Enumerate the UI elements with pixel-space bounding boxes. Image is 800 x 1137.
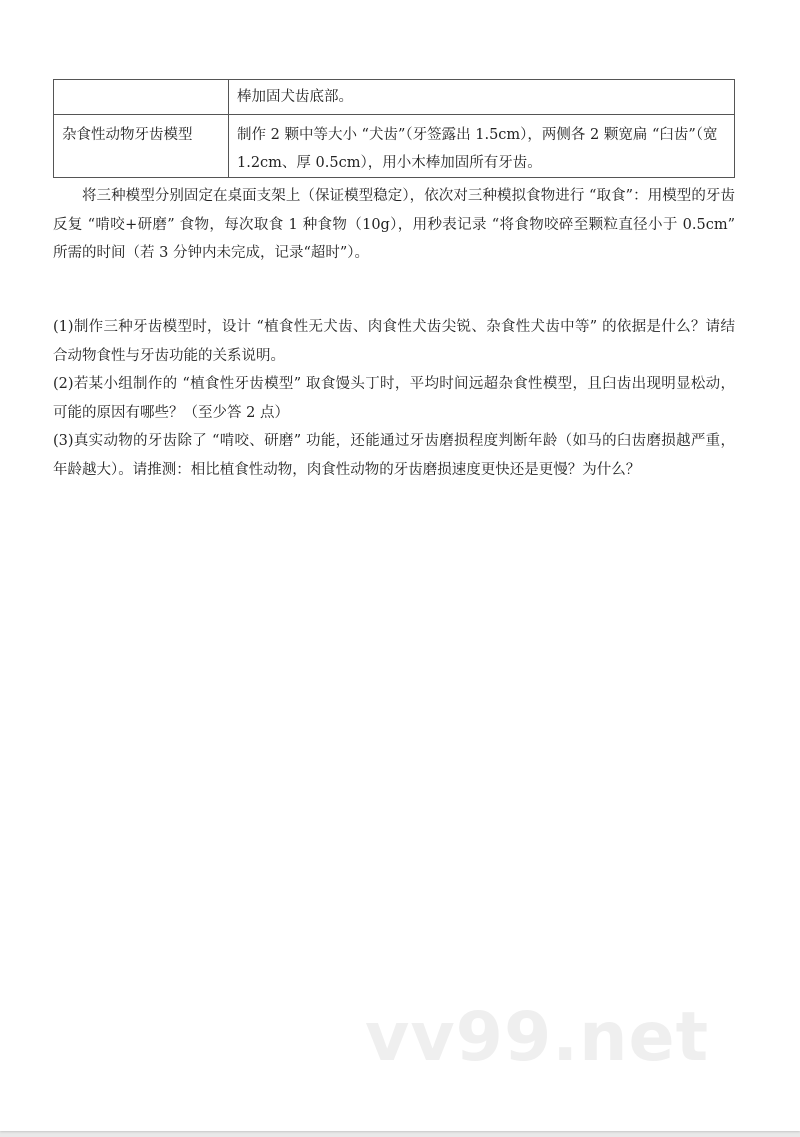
table-cell-label: 杂食性动物牙齿模型 (54, 115, 229, 178)
question-2: (2)若某小组制作的 “植食性牙齿模型” 取食馒头丁时，平均时间远超杂食性模型，且臼齿出现明显松动，可能的原因有哪些？（至少答 2 点） (53, 376, 735, 421)
table-cell-content: 制作 2 颗中等大小 “犬齿”（牙签露出 1.5cm），两侧各 2 颗宽扁 “臼齿”（宽 1.2cm、厚 0.5cm），用小木棒加固所有牙齿。 (229, 115, 735, 178)
experiment-table (53, 79, 735, 178)
question-list (53, 313, 735, 484)
question-1: (1)制作三种牙齿模型时，设计 “植食性无犬齿、肉食性犬齿尖锐、杂食性犬齿中等” 的依据是什么？请结合动物食性与牙齿功能的关系说明。 (53, 319, 735, 364)
question-3: (3)真实动物的牙齿除了 “啃咬、研磨” 功能，还能通过牙齿磨损程度判断年龄（如马的臼齿磨损越严重，年龄越大）。请推测：相比植食性动物，肉食性动物的牙齿磨损速度更快还是更慢？为什么？ (53, 433, 735, 478)
procedure-paragraph: 将三种模型分别固定在桌面支架上（保证模型稳定），依次对三种模拟食物进行 “取食”：用模型的牙齿反复 “啃咬+研磨” 食物，每次取食 1 种食物（10g），用秒表记录 “将食物咬碎至颗粒直径小于 0.5cm” 所需的时间（若 3 分钟内未完成，记录“超时”）。 (53, 188, 735, 261)
table-row (54, 80, 735, 115)
watermark: vv99.net (365, 998, 710, 1077)
table-cell-content: 棒加固犬齿底部。 (229, 80, 735, 115)
table-row (54, 115, 735, 178)
table-cell-label (54, 80, 229, 115)
